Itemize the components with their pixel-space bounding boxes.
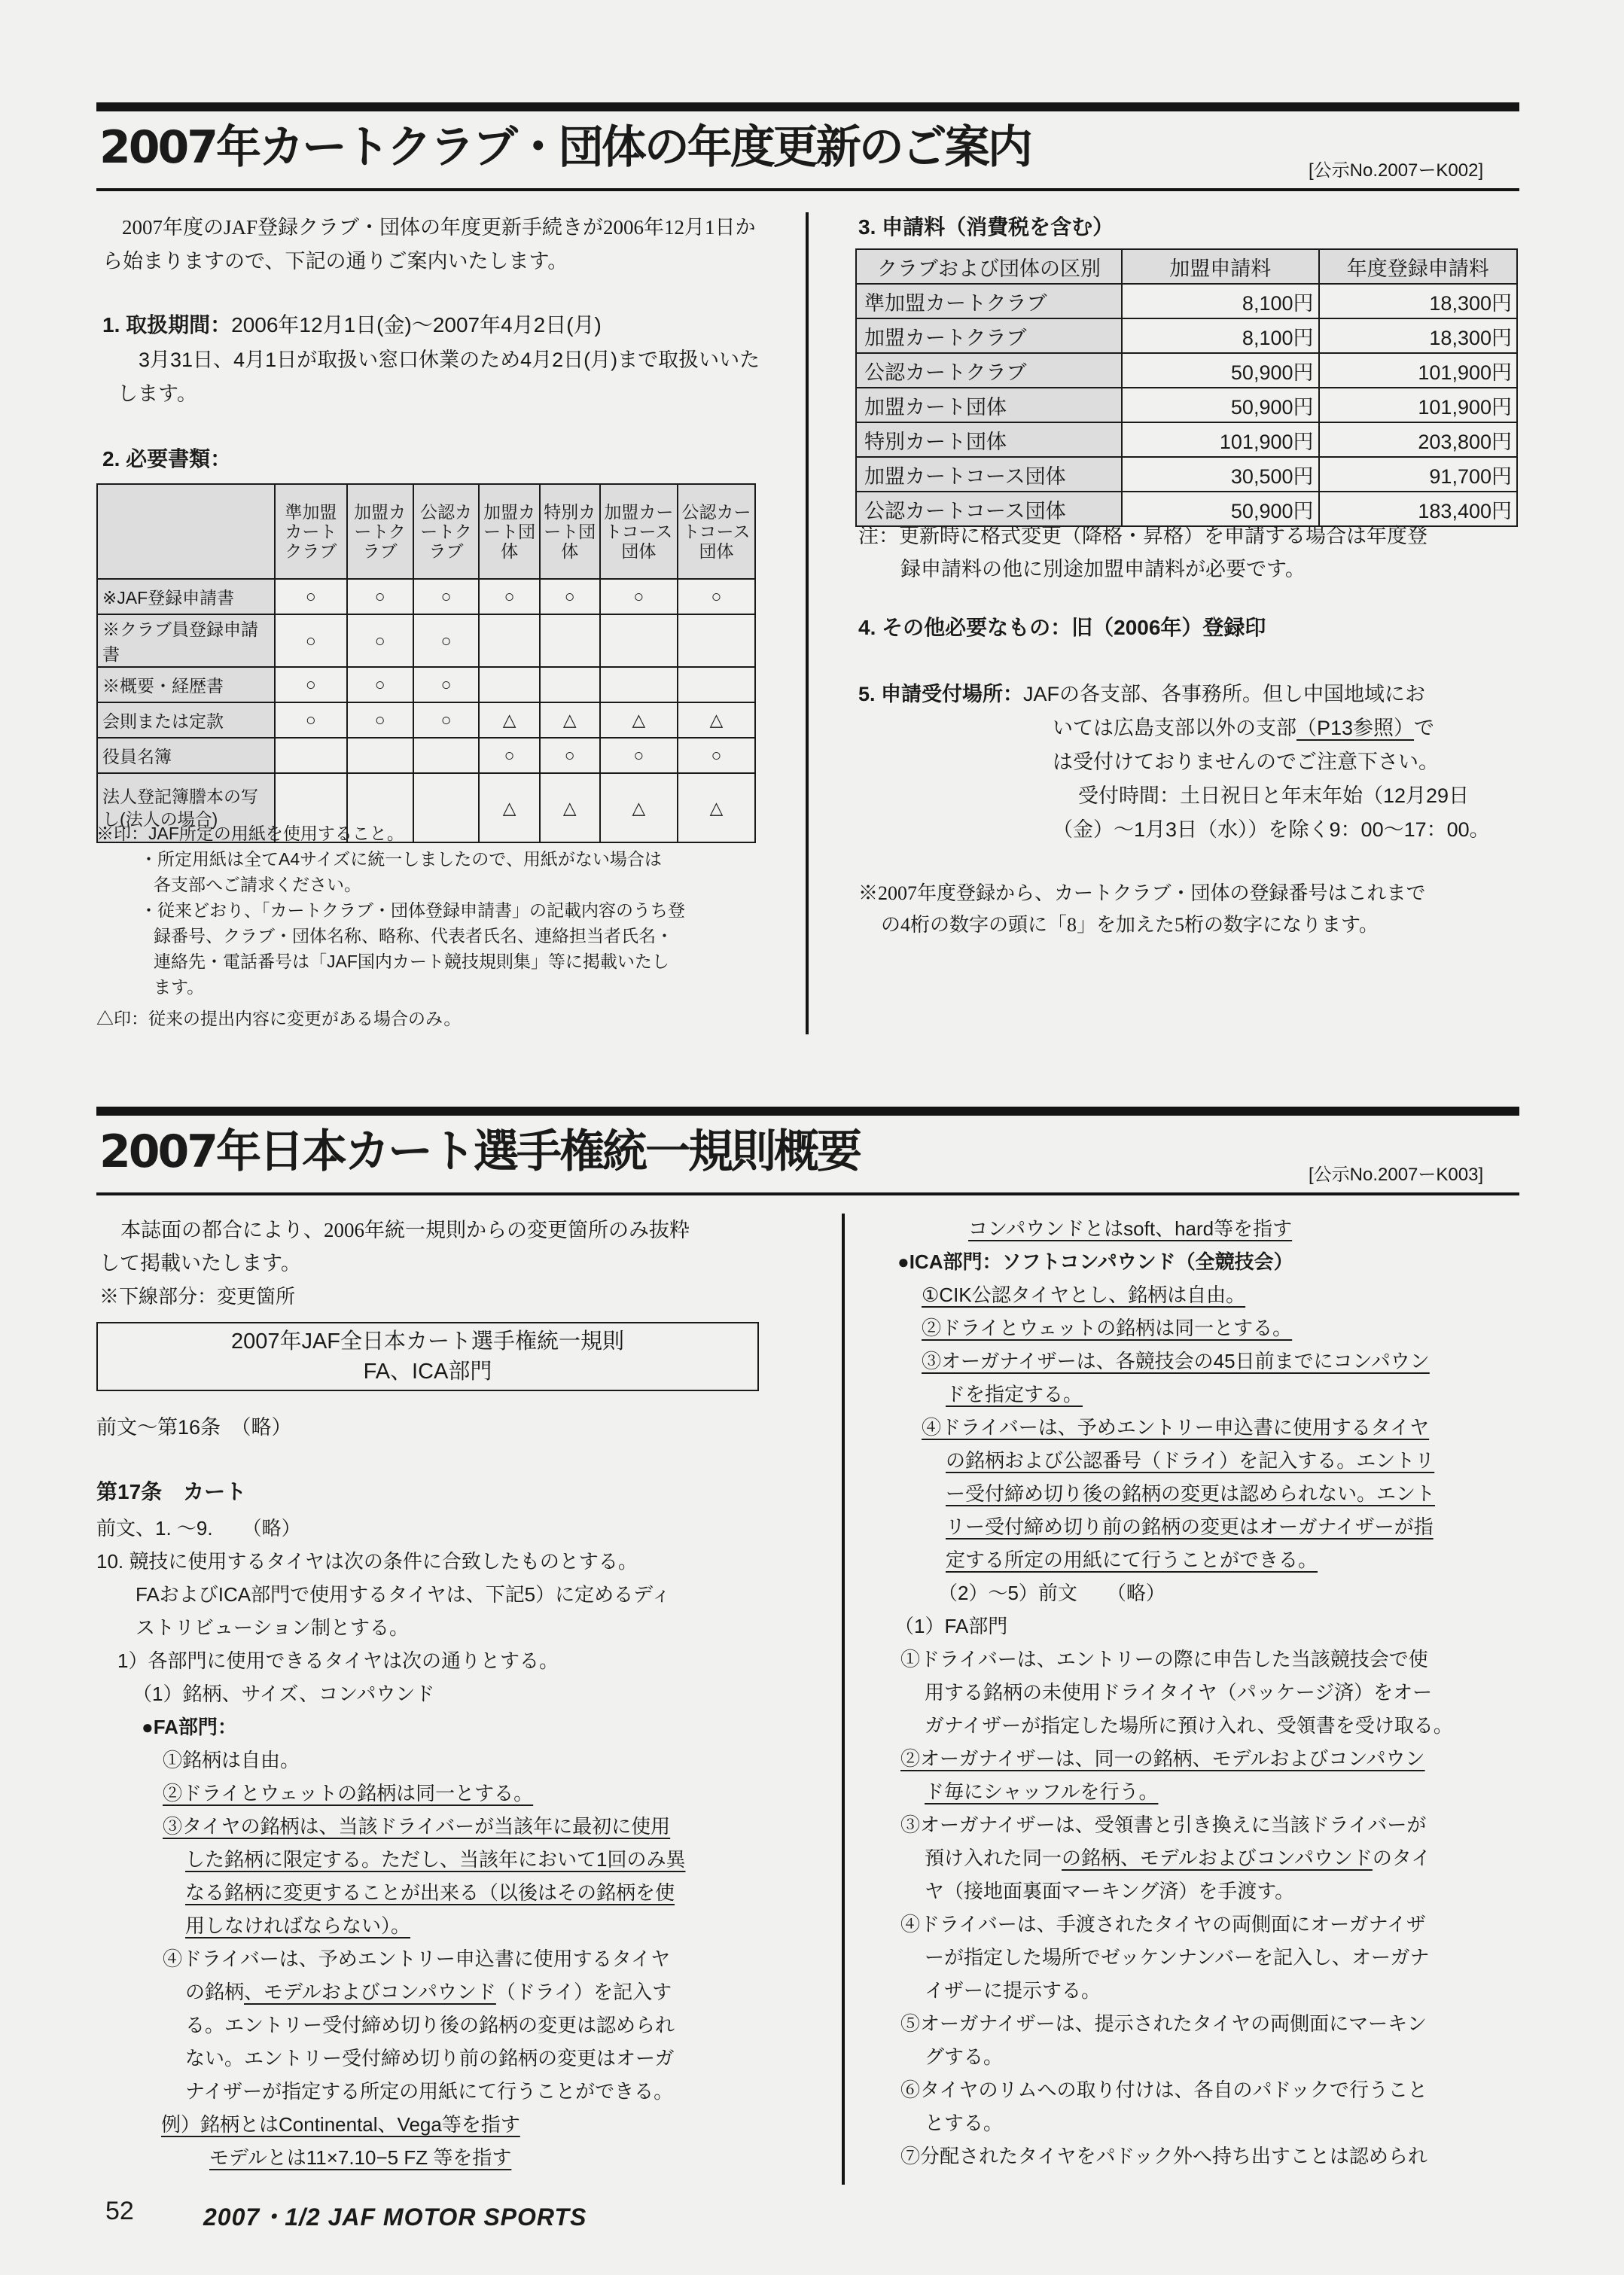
changed-text: ②ドライとウェットの銘柄は同一とする。 bbox=[163, 1782, 534, 1804]
changed-text: 定する所定の用紙にて行うことができる。 bbox=[946, 1549, 1318, 1571]
rules-title-line: FA、ICA部門 bbox=[363, 1360, 492, 1384]
docs-cell bbox=[540, 614, 600, 667]
rule-text: （2）〜5）前文 （略） bbox=[938, 1582, 1165, 1604]
docs-row-label: ※JAF登録申請書 bbox=[97, 579, 275, 614]
fee-join: 50,900円 bbox=[1122, 388, 1319, 422]
item5-line: で bbox=[1414, 717, 1435, 739]
fee-row-label: 特別カート団体 bbox=[856, 422, 1122, 457]
docs-cell bbox=[347, 738, 413, 773]
docs-col-header: 加盟カートクラブ bbox=[347, 484, 413, 579]
item5-hours: （金）〜1月3日（水））を除く9：00〜17：00。 bbox=[1053, 818, 1490, 841]
docs-cell: △ bbox=[479, 702, 539, 738]
registration-number-note: ※2007年度登録から、カートクラブ・団体の登録番号はこれまで bbox=[858, 882, 1426, 904]
docs-cell bbox=[413, 773, 480, 842]
docs-col-header: 特別カート団体 bbox=[540, 484, 600, 579]
docs-cell bbox=[678, 614, 755, 667]
changed-text: コンパウンドとはsoft、hard等を指す bbox=[968, 1217, 1293, 1240]
rule-text: 10. 競技に使用するタイヤは次の条件に合致したものとする。 bbox=[96, 1550, 638, 1573]
rule-text: ⑤オーガナイザーは、提示されたタイヤの両側面にマーキン bbox=[900, 2012, 1427, 2035]
docs-col-header: 公認カートコース団体 bbox=[678, 484, 755, 579]
docs-note: 連絡先・電話番号は「JAF国内カート競技規則集」等に掲載いたし bbox=[154, 952, 669, 971]
fa-subsection: （1）FA部門 bbox=[894, 1615, 1008, 1637]
fee-annual: 183,400円 bbox=[1319, 492, 1518, 526]
rule-text: FAおよびICA部門で使用するタイヤは、下記5）に定めるディ bbox=[136, 1583, 671, 1606]
rule-text: ①銘柄は自由。 bbox=[163, 1749, 300, 1771]
section2-bottom-rule bbox=[96, 1192, 1519, 1195]
rule-text: とする。 bbox=[925, 2112, 1004, 2134]
required-documents-table bbox=[96, 483, 756, 843]
changed-text: モデルとは11×7.10−5 FZ 等を指す bbox=[209, 2146, 512, 2169]
table-row bbox=[856, 457, 1517, 492]
section1-title: 2007年カートクラブ・団体の年度更新のご案内 bbox=[99, 121, 1031, 174]
publication-name: 2007・1/2 JAF MOTOR SPORTS bbox=[203, 2203, 587, 2231]
docs-note: △印：従来の提出内容に変更がある場合のみ。 bbox=[96, 1009, 462, 1028]
docs-cell: △ bbox=[540, 773, 600, 842]
preface-omitted: 前文〜第16条 （略） bbox=[96, 1416, 292, 1439]
rule-text: ストリビューション制とする。 bbox=[136, 1616, 409, 1639]
rule-text: ④ドライバーは、手渡されたタイヤの両側面にオーガナイザ bbox=[900, 1913, 1426, 1935]
rule-text: る。エントリー受付締め切り後の銘柄の変更は認められ bbox=[185, 2014, 675, 2036]
table-row bbox=[97, 738, 755, 773]
fee-header: クラブおよび団体の区別 bbox=[856, 249, 1122, 284]
docs-cell: ○ bbox=[413, 614, 480, 667]
rule-text: ①ドライバーは、エントリーの際に申告した当該競技会で使 bbox=[900, 1648, 1428, 1670]
docs-cell bbox=[479, 614, 539, 667]
table-row bbox=[856, 422, 1517, 457]
docs-cell: ○ bbox=[347, 667, 413, 702]
docs-note: ます。 bbox=[154, 977, 205, 997]
section1-notice-number: [公示No.2007ーK002] bbox=[1309, 160, 1484, 181]
underline-legend: ※下線部分：変更箇所 bbox=[99, 1285, 296, 1308]
section2-top-rule bbox=[96, 1107, 1519, 1116]
docs-cell: ○ bbox=[540, 579, 600, 614]
changed-text: ④ドライバーは、予めエントリー申込書に使用するタイヤ bbox=[922, 1416, 1430, 1439]
rule-text: ④ドライバーは、予めエントリー申込書に使用するタイヤ bbox=[163, 1948, 671, 1970]
changed-text: ー受付締め切り後の銘柄の変更は認められない。エント bbox=[946, 1482, 1436, 1505]
docs-cell: △ bbox=[600, 702, 678, 738]
rules-title-box bbox=[96, 1322, 759, 1391]
docs-row-label: 会則または定款 bbox=[97, 702, 275, 738]
fee-row-label: 加盟カート団体 bbox=[856, 388, 1122, 422]
fee-join: 8,100円 bbox=[1122, 318, 1319, 353]
table-row bbox=[97, 614, 755, 667]
changed-text: ③オーガナイザーは、各競技会の45日前までにコンパウン bbox=[922, 1350, 1430, 1372]
fee-join: 101,900円 bbox=[1122, 422, 1319, 457]
table-row bbox=[856, 318, 1517, 353]
item5-line: は受付けておりませんのでご注意下さい。 bbox=[1053, 751, 1439, 773]
fee-annual: 101,900円 bbox=[1319, 388, 1518, 422]
fee-join: 30,500円 bbox=[1122, 457, 1319, 492]
docs-cell bbox=[600, 667, 678, 702]
item5-hours: 受付時間：土日祝日と年末年始（12月29日 bbox=[1078, 784, 1470, 807]
docs-cell: ○ bbox=[275, 667, 347, 702]
fee-row-label: 公認カートコース団体 bbox=[856, 492, 1122, 526]
rule-text: グする。 bbox=[925, 2045, 1004, 2068]
docs-cell: △ bbox=[540, 702, 600, 738]
docs-cell: △ bbox=[600, 773, 678, 842]
docs-cell bbox=[600, 614, 678, 667]
docs-cell: △ bbox=[678, 773, 755, 842]
docs-table-corner bbox=[97, 484, 275, 579]
docs-cell: ○ bbox=[275, 579, 347, 614]
docs-cell: ○ bbox=[275, 702, 347, 738]
rule-text: 預け入れた同一 bbox=[925, 1847, 1062, 1869]
item1-period: 2006年12月1日(金)〜2007年4月2日(月) bbox=[231, 313, 602, 337]
docs-note: ※印：JAF所定の用紙を使用すること。 bbox=[96, 824, 404, 843]
docs-note: ・従来どおり、「カートクラブ・団体登録申請書」の記載内容のうち登 bbox=[140, 900, 686, 920]
fee-header: 年度登録申請料 bbox=[1319, 249, 1518, 284]
article17-heading: 第17条 カート bbox=[96, 1480, 247, 1503]
fee-annual: 101,900円 bbox=[1319, 353, 1518, 388]
section1-bottom-rule bbox=[96, 188, 1519, 191]
section1-top-rule bbox=[96, 102, 1519, 111]
docs-cell: ○ bbox=[347, 614, 413, 667]
fee-row-label: 加盟カートコース団体 bbox=[856, 457, 1122, 492]
docs-row-label: ※クラブ員登録申請書 bbox=[97, 614, 275, 667]
fa-category: ●FA部門： bbox=[142, 1716, 237, 1738]
changed-text: なる銘柄に変更することが出来る（以後はその銘柄を使 bbox=[185, 1881, 675, 1904]
section2-notice-number: [公示No.2007ーK003] bbox=[1309, 1165, 1484, 1185]
docs-col-header: 準加盟カートクラブ bbox=[275, 484, 347, 579]
section2-intro: して掲載いたします。 bbox=[99, 1252, 301, 1275]
changed-text: 、モデルおよびコンパウンド bbox=[244, 1981, 496, 2003]
docs-note: ・所定用紙は全てA4サイズに統一しましたので、用紙がない場合は bbox=[140, 849, 662, 869]
docs-cell: ○ bbox=[347, 579, 413, 614]
docs-col-header: 公認カートクラブ bbox=[413, 484, 480, 579]
item5-heading: 5. 申請受付場所： bbox=[858, 683, 1024, 705]
table-row bbox=[97, 579, 755, 614]
fee-annual: 91,700円 bbox=[1319, 457, 1518, 492]
rule-text: ⑥タイヤのリムへの取り付けは、各自のパドックで行うこと bbox=[900, 2079, 1427, 2101]
docs-cell: ○ bbox=[600, 738, 678, 773]
rule-text: （1）銘柄、サイズ、コンパウンド bbox=[133, 1683, 435, 1705]
docs-cell bbox=[275, 738, 347, 773]
fee-join: 50,900円 bbox=[1122, 353, 1319, 388]
rule-text: 前文、1. 〜9. （略） bbox=[96, 1517, 301, 1540]
registration-number-note: の4桁の数字の頭に「8」を加えた5桁の数字になります。 bbox=[881, 914, 1379, 936]
item3-heading: 3. 申請料（消費税を含む） bbox=[858, 215, 1114, 239]
table-row bbox=[97, 667, 755, 702]
fee-annual: 203,800円 bbox=[1319, 422, 1518, 457]
section1-column-divider bbox=[806, 212, 809, 1034]
fee-note: 注：更新時に格式変更（降格・昇格）を申請する場合は年度登 bbox=[858, 525, 1427, 547]
ica-category: ●ICA部門：ソフトコンパウンド（全競技会） bbox=[897, 1250, 1293, 1273]
table-row bbox=[856, 284, 1517, 318]
fee-table bbox=[855, 248, 1518, 527]
changed-text: ②オーガナイザーは、同一の銘柄、モデルおよびコンパウン bbox=[900, 1747, 1425, 1770]
changed-text: ③タイヤの銘柄は、当該ドライバーが当該年に最初に使用 bbox=[163, 1815, 671, 1838]
rule-text: 用する銘柄の未使用ドライタイヤ（パッケージ済）をオー bbox=[925, 1681, 1433, 1704]
item2-heading: 2. 必要書類： bbox=[102, 447, 232, 471]
docs-cell: ○ bbox=[413, 667, 480, 702]
rule-text: ーが指定した場所でゼッケンナンバーを記入し、オーガナ bbox=[925, 1946, 1430, 1969]
docs-cell: ○ bbox=[600, 579, 678, 614]
fee-join: 50,900円 bbox=[1122, 492, 1319, 526]
rule-text: 1）各部門に使用できるタイヤは次の通りとする。 bbox=[117, 1649, 559, 1672]
item1-heading: 1. 取扱期間： bbox=[102, 313, 232, 337]
docs-cell bbox=[413, 738, 480, 773]
docs-row-label: ※概要・経歴書 bbox=[97, 667, 275, 702]
changed-text: 例）銘柄とはContinental、Vega等を指す bbox=[161, 2113, 520, 2136]
docs-cell: ○ bbox=[678, 579, 755, 614]
table-row bbox=[856, 353, 1517, 388]
fee-row-label: 公認カートクラブ bbox=[856, 353, 1122, 388]
rule-text: ガナイザーが指定した場所に預け入れ、受領書を受け取る。 bbox=[925, 1714, 1453, 1737]
rule-text: イザーに提示する。 bbox=[925, 1979, 1101, 2002]
changed-text: ②ドライとウェットの銘柄は同一とする。 bbox=[922, 1317, 1293, 1339]
page-number: 52 bbox=[105, 2197, 134, 2225]
docs-cell bbox=[479, 667, 539, 702]
fee-header: 加盟申請料 bbox=[1122, 249, 1319, 284]
fee-row-label: 加盟カートクラブ bbox=[856, 318, 1122, 353]
item5-line: JAFの各支部、各事務所。但し中国地域にお bbox=[1023, 683, 1426, 705]
rule-text: ⑦分配されたタイヤをパドック外へ持ち出すことは認められ bbox=[900, 2145, 1427, 2167]
docs-col-header: 加盟カートコース団体 bbox=[600, 484, 678, 579]
rule-text: ヤ（接地面裏面マーキング済）を手渡す。 bbox=[925, 1880, 1295, 1902]
item4-other-requirements: 4. その他必要なもの：旧（2006年）登録印 bbox=[858, 616, 1266, 639]
changed-text: ド毎にシャッフルを行う。 bbox=[925, 1780, 1159, 1803]
fee-annual: 18,300円 bbox=[1319, 318, 1518, 353]
docs-cell: △ bbox=[479, 773, 539, 842]
docs-cell bbox=[678, 667, 755, 702]
changed-text: リー受付締め切り前の銘柄の変更はオーガナイザーが指 bbox=[946, 1515, 1434, 1538]
docs-note: 録番号、クラブ・団体名称、略称、代表者氏名、連絡担当者氏名・ bbox=[154, 926, 673, 946]
rule-text: ナイザーが指定する所定の用紙にて行うことができる。 bbox=[185, 2080, 674, 2103]
table-row bbox=[856, 388, 1517, 422]
item5-page-ref: （P13参照） bbox=[1296, 717, 1415, 739]
section1-intro: 2007年度のJAF登録クラブ・団体の年度更新手続きが2006年12月1日から始まりますので、下記の通りご案内いたします。 bbox=[102, 216, 756, 273]
rule-text: （ドライ）を記入す bbox=[495, 1981, 672, 2003]
rule-text: ③オーガナイザーは、受領書と引き換えに当該ドライバーが bbox=[900, 1814, 1427, 1836]
docs-cell: ○ bbox=[413, 702, 480, 738]
fee-join: 8,100円 bbox=[1122, 284, 1319, 318]
item5-line: いては広島支部以外の支部 bbox=[1053, 717, 1296, 739]
docs-cell bbox=[540, 667, 600, 702]
item1-note: 3月31日、4月1日が取扱い窓口休業のため4月2日(月)まで取扱いいたします。 bbox=[117, 349, 760, 405]
docs-cell: ○ bbox=[413, 579, 480, 614]
docs-col-header: 加盟カート団体 bbox=[479, 484, 539, 579]
changed-text: ドを指定する。 bbox=[946, 1383, 1083, 1406]
changed-text: の銘柄および公認番号（ドライ）を記入する。エントリ bbox=[946, 1449, 1435, 1472]
rule-text: の銘柄 bbox=[185, 1981, 245, 2003]
rule-text: のタイ bbox=[1372, 1847, 1431, 1869]
fee-annual: 18,300円 bbox=[1319, 284, 1518, 318]
changed-text: 用しなければならない）。 bbox=[185, 1914, 411, 1937]
rule-text: ない。エントリー受付締め切り前の銘柄の変更はオーガ bbox=[185, 2047, 675, 2069]
section2-title: 2007年日本カート選手権統一規則概要 bbox=[99, 1125, 860, 1178]
docs-cell: △ bbox=[678, 702, 755, 738]
docs-cell: ○ bbox=[678, 738, 755, 773]
fee-note: 録申請料の他に別途加盟申請料が必要です。 bbox=[900, 558, 1306, 580]
fee-row-label: 準加盟カートクラブ bbox=[856, 284, 1122, 318]
docs-cell: ○ bbox=[479, 738, 539, 773]
section2-intro: 本誌面の都合により、2006年統一規則からの変更箇所のみ抜粋 bbox=[120, 1219, 690, 1241]
docs-cell: ○ bbox=[479, 579, 539, 614]
rules-title-line: 2007年JAF全日本カート選手権統一規則 bbox=[230, 1329, 625, 1354]
docs-cell: ○ bbox=[540, 738, 600, 773]
docs-row-label: 法人登記簿謄本の写し(法人の場合) bbox=[97, 773, 275, 842]
changed-text: の銘柄、モデルおよびコンパウンド bbox=[1062, 1847, 1373, 1869]
table-row bbox=[97, 702, 755, 738]
changed-text: した銘柄に限定する。ただし、当該年において1回のみ異 bbox=[185, 1848, 686, 1871]
changed-text: ①CIK公認タイヤとし、銘柄は自由。 bbox=[922, 1284, 1246, 1306]
docs-cell: ○ bbox=[275, 614, 347, 667]
docs-note: 各支部へご請求ください。 bbox=[154, 875, 361, 894]
section2-column-divider bbox=[842, 1214, 845, 2185]
docs-cell: ○ bbox=[347, 702, 413, 738]
docs-row-label: 役員名簿 bbox=[97, 738, 275, 773]
